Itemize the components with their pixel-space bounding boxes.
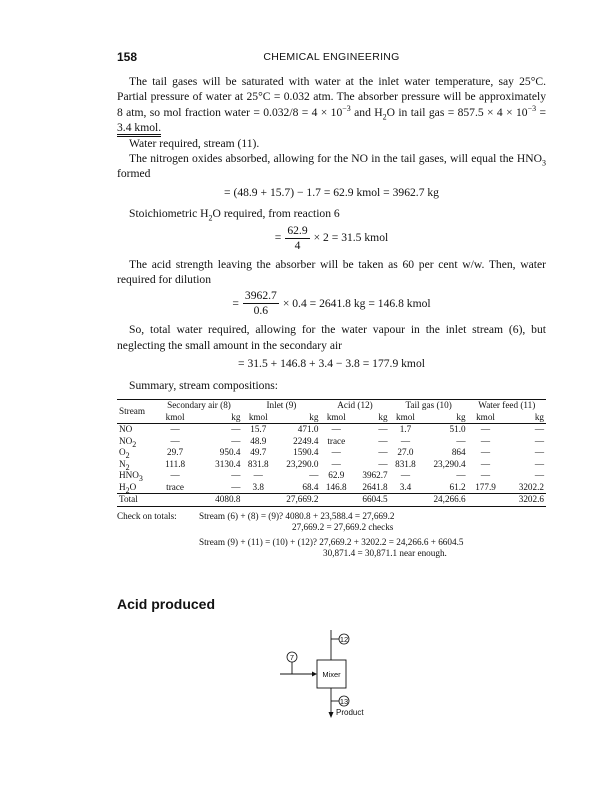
- table-cell: 2641.8: [362, 481, 388, 492]
- table-cell: —: [534, 447, 544, 458]
- unit-header: kg: [378, 411, 388, 422]
- mixer-label: Mixer: [322, 670, 341, 679]
- page-body: [117, 74, 546, 560]
- page-number: 158: [117, 50, 138, 64]
- table-cell: 471.0: [297, 424, 319, 435]
- mixer-diagram: [270, 622, 400, 722]
- row-label: $O_2$: [119, 447, 130, 460]
- table-cell: —: [331, 447, 341, 458]
- table-cell: —: [170, 435, 180, 446]
- table-cell: —: [480, 424, 491, 435]
- table-cell: trace: [327, 435, 346, 446]
- table-cell: 29.7: [167, 447, 184, 458]
- group-header: Acid (12): [337, 400, 373, 411]
- table-cell: 27.0: [397, 447, 414, 458]
- unit-header: kg: [231, 411, 241, 422]
- table-cell: —: [170, 470, 180, 481]
- table-cell: 3962.7: [362, 470, 388, 481]
- table-cell: —: [253, 470, 263, 481]
- table-cell: 1590.4: [293, 447, 319, 458]
- total-label: Total: [119, 494, 138, 505]
- check-label: Check on totals:: [117, 510, 177, 521]
- table-cell: —: [480, 435, 491, 446]
- unit-header: kmol: [476, 411, 495, 422]
- stream-12-label: 12: [339, 635, 349, 644]
- table-cell: —: [400, 435, 411, 446]
- equation-dilution: = $\frac{3962.7}{0.6}$ × 0.4 = 2641.8 kg = 146.8 kmol: [232, 289, 431, 318]
- stream-13-label: 13: [339, 697, 349, 706]
- table-row: [117, 424, 546, 436]
- table-cell: 831.8: [247, 458, 269, 469]
- check-line: Stream (9) + (11) = (10) + (12)? 27,669.2 + 3202.2 = 24,266.6 + 6604.5: [199, 536, 464, 547]
- table-cell: 15.7: [250, 424, 267, 435]
- table-cell: —: [534, 424, 544, 435]
- table-cell: 61.2: [449, 481, 466, 492]
- table-cell: trace: [166, 481, 185, 492]
- table-cell: 23,290.0: [286, 458, 319, 469]
- table-cell: 950.4: [219, 447, 241, 458]
- table-total-row: [117, 494, 546, 507]
- table-cell: —: [480, 470, 491, 481]
- group-header: Secondary air (8): [167, 400, 231, 411]
- equation-stoichiometric: = $\frac{62.9}{4}$ × 2 = 31.5 kmol: [274, 223, 389, 252]
- table-cell: 1.7: [399, 424, 412, 435]
- table-cell: 3130.4: [215, 458, 241, 469]
- unit-header: kg: [456, 411, 466, 422]
- unit-header: kg: [309, 411, 319, 422]
- paragraph-nitrogen-oxides: The nitrogen oxides absorbed, allowing for the NO in the tail gases, will equal the $HNO_3$ formed: [117, 152, 546, 181]
- check-totals: [117, 511, 546, 560]
- section-heading: Acid produced: [117, 596, 216, 612]
- paragraph-acid-strength: The acid strength leaving the absorber will be taken as 60 per cent w/w. Then, water required for dilution: [117, 257, 546, 287]
- table-cell: 51.0: [449, 424, 466, 435]
- table-cell: 2249.4: [293, 435, 319, 446]
- table-cell: 3.4: [399, 481, 412, 492]
- row-label: NO: [119, 424, 133, 435]
- check-line: 30,871.4 = 30,871.1 near enough.: [323, 548, 447, 559]
- table-cell: —: [331, 458, 341, 469]
- row-label: $HNO_3$: [119, 470, 143, 483]
- table-cell: —: [378, 424, 388, 435]
- table-row: [117, 436, 546, 448]
- paragraph-summary: Summary, stream compositions:: [129, 378, 278, 392]
- unit-header: kmol: [165, 411, 185, 422]
- table-cell: 49.7: [250, 447, 267, 458]
- page-header: [117, 50, 546, 66]
- unit-header: kg: [534, 411, 544, 422]
- group-header: Water feed (11): [478, 400, 536, 411]
- table-cell: —: [456, 435, 466, 446]
- table-cell: 68.4: [302, 481, 319, 492]
- row-label: $N_2$: [119, 458, 130, 472]
- table-row: [117, 447, 546, 459]
- table-cell: 864: [451, 447, 466, 458]
- composition-table: [117, 399, 546, 507]
- unit-header: kmol: [326, 411, 346, 422]
- table-cell: —: [456, 470, 466, 481]
- table-cell: —: [309, 470, 319, 481]
- table-cell: —: [231, 470, 241, 481]
- total-cell: 27,669.2: [286, 494, 319, 505]
- table-cell: 831.8: [395, 458, 416, 469]
- equation-total-water: = 31.5 + 146.8 + 3.4 − 3.8 = 177.9 kmol: [238, 357, 425, 371]
- table-cell: 177.9: [475, 481, 496, 492]
- equation-hno3: = (48.9 + 15.7) − 1.7 = 62.9 kmol = 3962.7 kg: [224, 185, 439, 199]
- check-line: Stream (6) + (8) = (9)? 4080.8 + 23,588.4 = 27,669.2: [199, 510, 395, 521]
- table-cell: 3202.2: [518, 481, 544, 492]
- row-label: $NO_2$: [119, 435, 137, 449]
- paragraph-total-water: So, total water required, allowing for the water vapour in the inlet stream (6), but neglecting the small amount in the secondary air: [117, 323, 546, 352]
- table-cell: —: [231, 435, 241, 446]
- unit-header: kmol: [248, 411, 268, 422]
- table-cell: —: [378, 458, 388, 469]
- table-row: [117, 470, 546, 482]
- total-cell: 4080.8: [215, 494, 241, 505]
- product-label: Product: [336, 708, 364, 717]
- table-cell: —: [331, 424, 341, 435]
- table-cell: —: [534, 435, 544, 446]
- table-cell: 62.9: [328, 470, 345, 481]
- table-cell: —: [231, 481, 241, 492]
- outlet-arrow-icon: [329, 712, 334, 718]
- table-cell: —: [400, 470, 411, 481]
- table-cell: —: [534, 458, 544, 469]
- table-cell: —: [480, 458, 491, 469]
- check-line: 27,669.2 = 27,669.2 checks: [292, 522, 394, 533]
- table-row: [117, 459, 546, 471]
- unit-header: kmol: [395, 411, 415, 422]
- group-header: Inlet (9): [266, 400, 297, 411]
- fraction: $\frac{3962.7}{0.6}$: [244, 289, 277, 318]
- result-underline: 3.4 kmol.: [117, 121, 161, 137]
- row-label: $H_2O$: [119, 481, 137, 495]
- table-cell: 3.8: [252, 481, 264, 492]
- paragraph-stoichiometric: Stoichiometric $H_2O$ required, from reaction 6: [129, 207, 340, 223]
- paragraph-tail-gas: The tail gases will be saturated with water at the inlet water temperature, say 25°C. Partial pressure of water at 25°C = 0.032 atm. The absorber pressure will be approximately 8 atm, so mol fraction water = $0.032/8 = 4 \times 10^{-3}$ and $H_2O$ in tail gas = $857.5 \times 4 \times 10^{-3} = 3.4$ kmol.: [117, 74, 546, 136]
- fraction: $\frac{62.9}{4}$: [287, 223, 308, 252]
- table-cell: —: [534, 470, 544, 481]
- paragraph-water-required: Water required, stream (11).: [129, 136, 260, 150]
- table-group-header: [117, 400, 546, 412]
- table-cell: 146.8: [325, 481, 347, 492]
- table-cell: —: [378, 435, 388, 446]
- table-cell: 23,290.4: [433, 458, 466, 469]
- total-cell: 3202.6: [518, 494, 544, 505]
- table-cell: —: [231, 424, 241, 435]
- total-cell: 6604.5: [362, 494, 388, 505]
- table-cell: 111.8: [165, 458, 186, 469]
- group-header: Tail gas (10): [405, 400, 452, 411]
- table-row: [117, 482, 546, 494]
- total-cell: 24,266.6: [433, 494, 466, 505]
- stream-7-label: 7: [289, 653, 295, 662]
- table-cell: —: [480, 447, 491, 458]
- table-cell: 48.9: [250, 435, 267, 446]
- table-body: [117, 424, 546, 494]
- inlet-arrow-icon: [312, 672, 317, 677]
- running-title: CHEMICAL ENGINEERING: [263, 51, 400, 63]
- stream-column-header: Stream: [119, 405, 146, 416]
- table-cell: —: [378, 447, 388, 458]
- table-unit-header: [117, 412, 546, 424]
- table-cell: —: [170, 424, 180, 435]
